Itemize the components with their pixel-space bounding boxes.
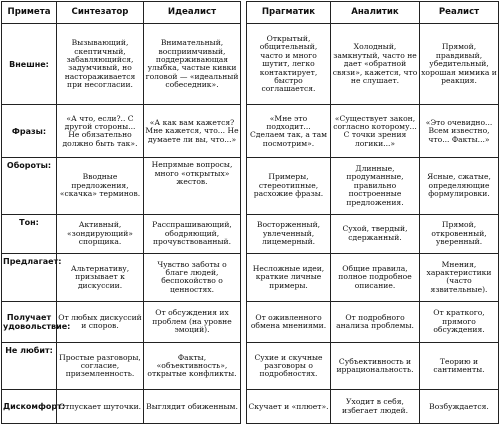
row-label: Внешне: bbox=[2, 24, 57, 105]
row-dislikes bbox=[2, 342, 499, 390]
cell-realist: От краткого, прямого обсуждения. bbox=[420, 302, 499, 343]
cell-idealist: Внимательный, восприимчивый, поддерживающая улыбка, частые кивки головой — «идеальный собеседник». bbox=[144, 24, 241, 105]
row-label: Обороты: bbox=[2, 158, 57, 215]
cell-realist: Возбуждается. bbox=[420, 390, 499, 424]
cell-pragmatist: Открытый, общительный, часто и много шутит, легко контактирует, быстро соглашается. bbox=[247, 24, 331, 105]
cell-pragmatist: От оживленного обмена мнениями. bbox=[247, 302, 331, 343]
row-discomfort bbox=[2, 390, 499, 424]
cell-pragmatist: Примеры, стереотипные, расхожие фразы. bbox=[247, 158, 331, 215]
row-label: Фразы: bbox=[2, 105, 57, 158]
header-synthesizer: Синтезатор bbox=[57, 2, 144, 24]
cell-idealist: Чувство заботы о благе людей, беспокойство о ценностях. bbox=[144, 253, 241, 302]
cell-pragmatist: Скучает и «плюет». bbox=[247, 390, 331, 424]
header-sign: Примета bbox=[2, 2, 57, 24]
cell-synthesizer: Альтернативу, призывает к дискуссии. bbox=[57, 253, 144, 302]
row-label: Не любит: bbox=[2, 342, 57, 390]
cell-idealist: «А как вам кажется? Мне кажется, что... Не думаете ли вы, что...» bbox=[144, 105, 241, 158]
row-label: Получает удовольствие: bbox=[2, 302, 57, 343]
row-appearance bbox=[2, 24, 499, 105]
cell-synthesizer: От любых дискуссий и споров. bbox=[57, 302, 144, 343]
cell-synthesizer: Активный, «зондирующий» спорщика. bbox=[57, 215, 144, 254]
cell-analyst: Холодный, замкнутый, часто не дает «обратной связи», кажется, что не слушает. bbox=[331, 24, 420, 105]
cell-idealist: От обсуждения их проблем (на уровне эмоций). bbox=[144, 302, 241, 343]
cell-analyst: Субъективность и иррациональность. bbox=[331, 342, 420, 390]
cell-idealist: Непрямые вопросы, много «открытых» жестов. bbox=[144, 158, 241, 215]
cell-analyst: Уходит в себя, избегает людей. bbox=[331, 390, 420, 424]
row-phrases bbox=[2, 105, 499, 158]
header-row bbox=[2, 2, 499, 24]
cell-idealist: Расспрашивающий, ободряющий, прочувствованный. bbox=[144, 215, 241, 254]
row-enjoys bbox=[2, 302, 499, 343]
cell-idealist: Выглядит обиженным. bbox=[144, 390, 241, 424]
cell-realist: Прямой, откровенный, уверенный. bbox=[420, 215, 499, 254]
header-idealist: Идеалист bbox=[144, 2, 241, 24]
cell-pragmatist: Несложные идеи, краткие личные примеры. bbox=[247, 253, 331, 302]
cell-synthesizer: Простые разговоры, согласие, приземленность. bbox=[57, 342, 144, 390]
thinking-styles-table bbox=[1, 1, 499, 424]
cell-realist: Ясные, сжатые, определяющие формулировки. bbox=[420, 158, 499, 215]
row-label: Дискомфорт: bbox=[2, 390, 57, 424]
cell-realist: «Это очевидно... Всем известно, что... Факты...» bbox=[420, 105, 499, 158]
cell-analyst: Общие правила, полное подробное описание. bbox=[331, 253, 420, 302]
row-offers bbox=[2, 253, 499, 302]
cell-synthesizer: Вызывающий, скептичный, забавляющийся, задумчивый, но настораживается при несогласии. bbox=[57, 24, 144, 105]
cell-synthesizer: «А что, если?.. С другой стороны... Не обязательно должно быть так». bbox=[57, 105, 144, 158]
cell-synthesizer: Отпускает шуточки. bbox=[57, 390, 144, 424]
cell-realist: Мнения, характеристики (часто язвительные). bbox=[420, 253, 499, 302]
header-realist: Реалист bbox=[420, 2, 499, 24]
cell-synthesizer: Вводные предложения, «скачка» терминов. bbox=[57, 158, 144, 215]
cell-analyst: Сухой, твердый, сдержанный. bbox=[331, 215, 420, 254]
header-analyst: Аналитик bbox=[331, 2, 420, 24]
row-label: Предлагает: bbox=[2, 253, 57, 302]
cell-realist: Прямой, правдивый, убедительный, хорошая мимика и реакция. bbox=[420, 24, 499, 105]
header-pragmatist: Прагматик bbox=[247, 2, 331, 24]
cell-idealist: Факты, «объективность», открытые конфликты. bbox=[144, 342, 241, 390]
cell-analyst: «Существует закон, согласно которому... С точки зрения логики...» bbox=[331, 105, 420, 158]
row-turns-of-phrase bbox=[2, 158, 499, 215]
row-label: Тон: bbox=[2, 215, 57, 254]
row-tone bbox=[2, 215, 499, 254]
cell-pragmatist: Сухие и скучные разговоры о подробностях. bbox=[247, 342, 331, 390]
cell-realist: Теорию и сантименты. bbox=[420, 342, 499, 390]
cell-pragmatist: «Мне это подходит... Сделаем так, а там посмотрим». bbox=[247, 105, 331, 158]
cell-analyst: Длинные, продуманные, правильно построенные предложения. bbox=[331, 158, 420, 215]
cell-pragmatist: Восторженный, увлеченный, лицемерный. bbox=[247, 215, 331, 254]
cell-analyst: От подробного анализа проблемы. bbox=[331, 302, 420, 343]
